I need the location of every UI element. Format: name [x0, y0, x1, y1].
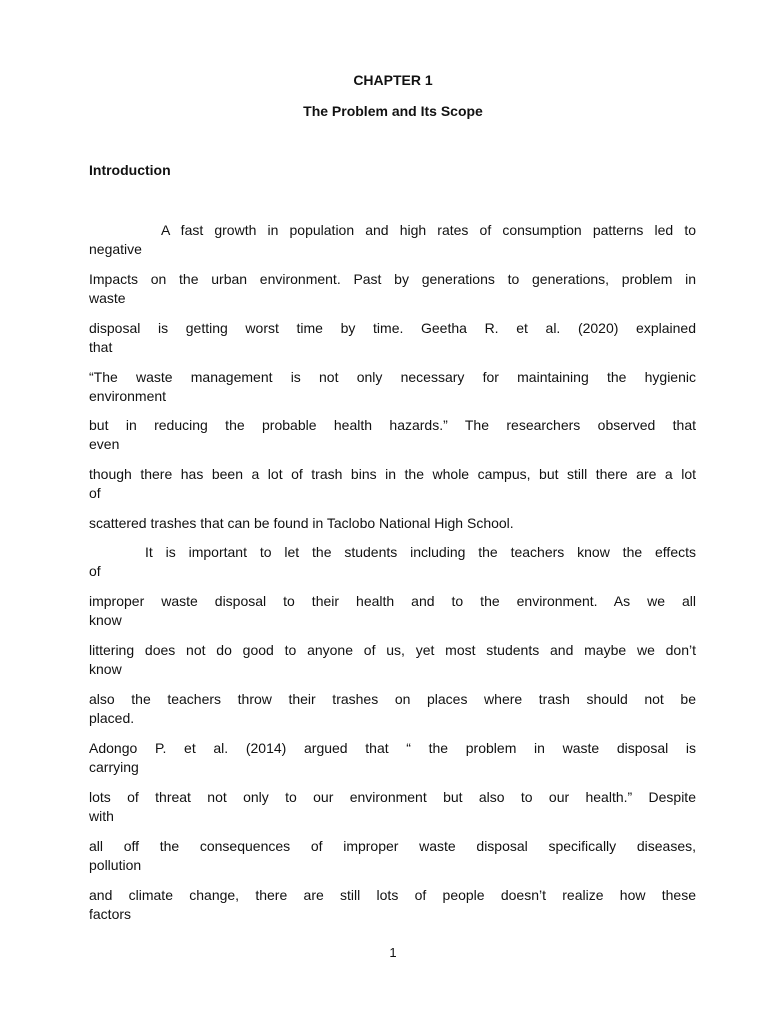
paragraph-line: Impacts on the urban environment. Past by generations to generations, problem in: [89, 271, 696, 287]
paragraph-line-wrap: environment: [89, 388, 167, 404]
paragraph-line: It is important to let the students including the teachers know the effects: [145, 544, 696, 560]
paragraph-line-wrap: with: [89, 808, 114, 824]
paragraph-line: improper waste disposal to their health and to the environment. As we all: [89, 593, 696, 609]
section-heading: Introduction: [89, 162, 171, 178]
paragraph-line-wrap: placed.: [89, 710, 135, 726]
paragraph-line: also the teachers throw their trashes on places where trash should not be: [89, 691, 696, 707]
paragraph-line: all off the consequences of improper waste disposal specifically diseases,: [89, 838, 696, 854]
paragraph-line: lots of threat not only to our environment but also to our health.” Despite: [89, 789, 696, 805]
chapter-label: CHAPTER 1: [353, 72, 433, 88]
paragraph-line-wrap: even: [89, 436, 120, 452]
paragraph-line-wrap: of: [89, 563, 101, 579]
paragraph-line-wrap: waste: [89, 290, 126, 306]
paragraph-line-wrap: carrying: [89, 759, 139, 775]
paragraph-line-wrap: negative: [89, 241, 142, 257]
paragraph-line: A fast growth in population and high rates of consumption patterns led to: [161, 222, 696, 238]
paragraph-line-wrap: know: [89, 612, 122, 628]
paragraph-line: but in reducing the probable health hazards.” The researchers observed that: [89, 417, 696, 433]
paragraph-line-wrap: pollution: [89, 857, 142, 873]
paragraph-line: Adongo P. et al. (2014) argued that “ the problem in waste disposal is: [89, 740, 696, 756]
paragraph-line-wrap: of: [89, 485, 101, 501]
paragraph-line: though there has been a lot of trash bins in the whole campus, but still there are a lot: [89, 466, 696, 482]
paragraph-line-wrap: know: [89, 661, 122, 677]
paragraph-line: “The waste management is not only necessary for maintaining the hygienic: [89, 369, 696, 385]
paragraph-line-last: scattered trashes that can be found in Taclobo National High School.: [89, 515, 514, 531]
paragraph-line: littering does not do good to anyone of us, yet most students and maybe we don’t: [89, 642, 696, 658]
paragraph-line: and climate change, there are still lots of people doesn’t realize how these: [89, 887, 696, 903]
paragraph-line-wrap: that: [89, 339, 113, 355]
chapter-title: The Problem and Its Scope: [303, 103, 483, 119]
page-number: 1: [389, 945, 397, 960]
paragraph-line-wrap: factors: [89, 906, 132, 922]
paragraph-line: disposal is getting worst time by time. Geetha R. et al. (2020) explained: [89, 320, 696, 336]
